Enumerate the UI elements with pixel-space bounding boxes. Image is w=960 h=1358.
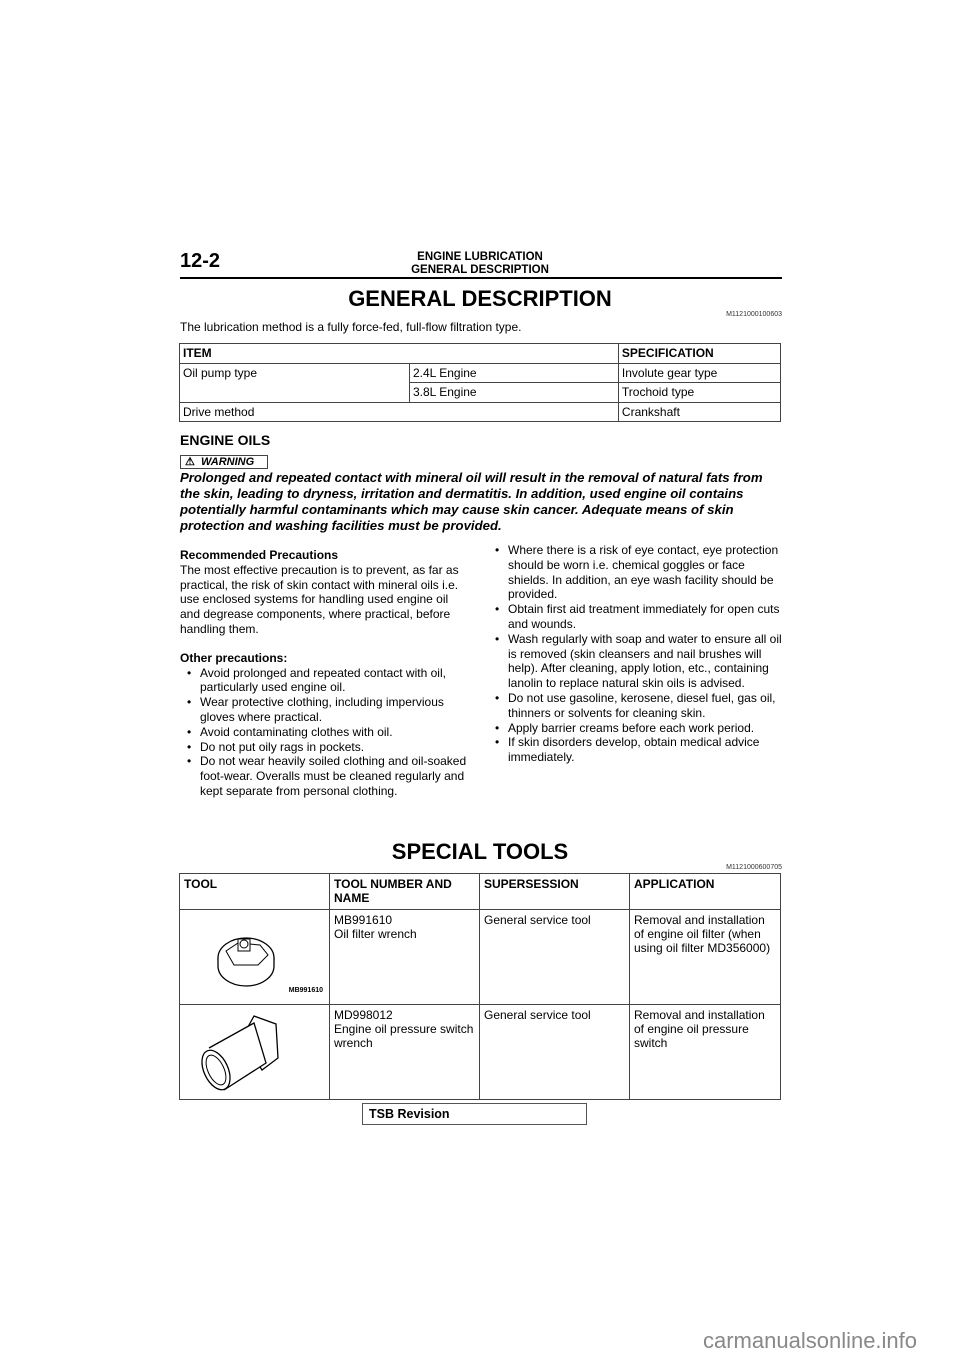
table-row <box>180 363 781 383</box>
recommended-text: The most effective precaution is to prevent, as far as practical, the risk of skin contact with mineral oils i.e. use enclosed systems for handling used engine oil and degrease components, where practical, before handling them. <box>180 562 459 636</box>
header-rule <box>180 277 782 279</box>
list-item: • Where there is a risk of eye contact, eye protection should be worn i.e. chemical goggles or face shields. In addition, an eye wash facility should be provided. <box>488 543 782 602</box>
cell-supersession: General service tool <box>480 910 630 1005</box>
cell-spec: Trochoid type <box>618 383 780 403</box>
tsb-revision-box: TSB Revision <box>362 1103 587 1125</box>
list-item: • If skin disorders develop, obtain medical advice immediately. <box>488 735 782 765</box>
list-item: • Do not put oily rags in pockets. <box>180 740 470 755</box>
cell-supersession: General service tool <box>480 1005 630 1100</box>
engine-oils-heading: ENGINE OILS <box>180 432 271 448</box>
header-specification: SPECIFICATION <box>618 344 780 364</box>
tool-number: MD998012 <box>334 1008 393 1022</box>
list-item: • Wash regularly with soap and water to ensure all oil is removed (skin cleansers and nail brushes will help). After cleaning, apply lotion, etc., containing lanolin to replace natural skin oils is advised. <box>488 632 782 691</box>
special-tools-heading: SPECIAL TOOLS <box>391 839 569 864</box>
header-tool: TOOL <box>180 874 330 910</box>
general-description-heading: GENERAL DESCRIPTION <box>348 286 612 311</box>
tool-image-cell <box>180 910 330 1005</box>
cell-item: Oil pump type <box>180 363 410 402</box>
section-code: M1121000600705 <box>726 864 782 871</box>
section-title: ENGINE LUBRICATION <box>417 251 543 263</box>
left-column <box>180 548 470 799</box>
cell-item: Drive method <box>180 402 619 422</box>
cell-application: Removal and installation of engine oil pressure switch <box>630 1005 781 1100</box>
list-item: • Apply barrier creams before each work period. <box>488 721 782 736</box>
watermark: carmanualsonline.info <box>703 1328 918 1353</box>
tool-name: Engine oil pressure switch wrench <box>334 1022 474 1050</box>
table-row <box>180 1005 781 1100</box>
warning-label-text: WARNING <box>201 456 255 468</box>
tool-number: MB991610 <box>334 913 393 927</box>
cell-spec: Involute gear type <box>618 363 780 383</box>
warning-text: Prolonged and repeated contact with mineral oil will result in the removal of natural fats from the skin, leading to dryness, irritation and dermatitis. In addition, used engine oil contains potentially harmful contaminants which may cause skin cancer. Adequate means of skin protection and washing facilities must be provided. <box>180 470 763 533</box>
header-item: ITEM <box>180 344 619 364</box>
specification-table <box>179 343 781 422</box>
cell-spec: Crankshaft <box>618 402 780 422</box>
section-code: M1121000100603 <box>726 311 782 318</box>
left-bullet-list <box>180 666 470 799</box>
table-row <box>180 910 781 1005</box>
list-item: • Obtain first aid treatment immediately for open cuts and wounds. <box>488 602 782 632</box>
right-bullet-list <box>488 543 782 765</box>
tool-image-cell <box>180 1005 330 1100</box>
list-item: • Wear protective clothing, including impervious gloves where practical. <box>180 695 470 725</box>
subsection-title: GENERAL DESCRIPTION <box>411 264 549 276</box>
header-tool-number: TOOL NUMBER AND NAME <box>330 874 480 910</box>
pressure-switch-wrench-illustration <box>184 1008 324 1093</box>
list-item: • Do not wear heavily soiled clothing and oil-soaked foot-wear. Overalls must be cleaned regularly and kept separate from personal clothing. <box>180 754 470 798</box>
running-header <box>180 251 780 277</box>
list-item: • Do not use gasoline, kerosene, diesel fuel, gas oil, thinners or solvents for cleaning skin. <box>488 691 782 721</box>
cell-sub: 3.8L Engine <box>410 383 619 403</box>
page-number: 12-2 <box>180 250 221 272</box>
list-item: • Avoid prolonged and repeated contact with oil, particularly used engine oil. <box>180 666 470 696</box>
list-item: • Avoid contaminating clothes with oil. <box>180 725 470 740</box>
right-column <box>488 543 782 765</box>
recommended-heading: Recommended Precautions <box>180 548 339 562</box>
warning-label <box>180 455 268 469</box>
tool-image-label: MB991610 <box>288 987 323 994</box>
cell-tool-number <box>330 1005 480 1100</box>
cell-application: Removal and installation of engine oil filter (when using oil filter MD356000) <box>630 910 781 1005</box>
header-application: APPLICATION <box>630 874 781 910</box>
other-precautions-heading: Other precautions: <box>180 650 288 665</box>
tool-name: Oil filter wrench <box>334 927 417 941</box>
special-tools-table <box>179 873 781 1100</box>
table-row <box>180 402 781 422</box>
intro-text: The lubrication method is a fully force-fed, full-flow filtration type. <box>180 320 522 334</box>
cell-sub: 2.4L Engine <box>410 363 619 383</box>
header-supersession: SUPERSESSION <box>480 874 630 910</box>
cell-tool-number <box>330 910 480 1005</box>
warning-triangle-icon: ⚠ <box>185 456 195 468</box>
